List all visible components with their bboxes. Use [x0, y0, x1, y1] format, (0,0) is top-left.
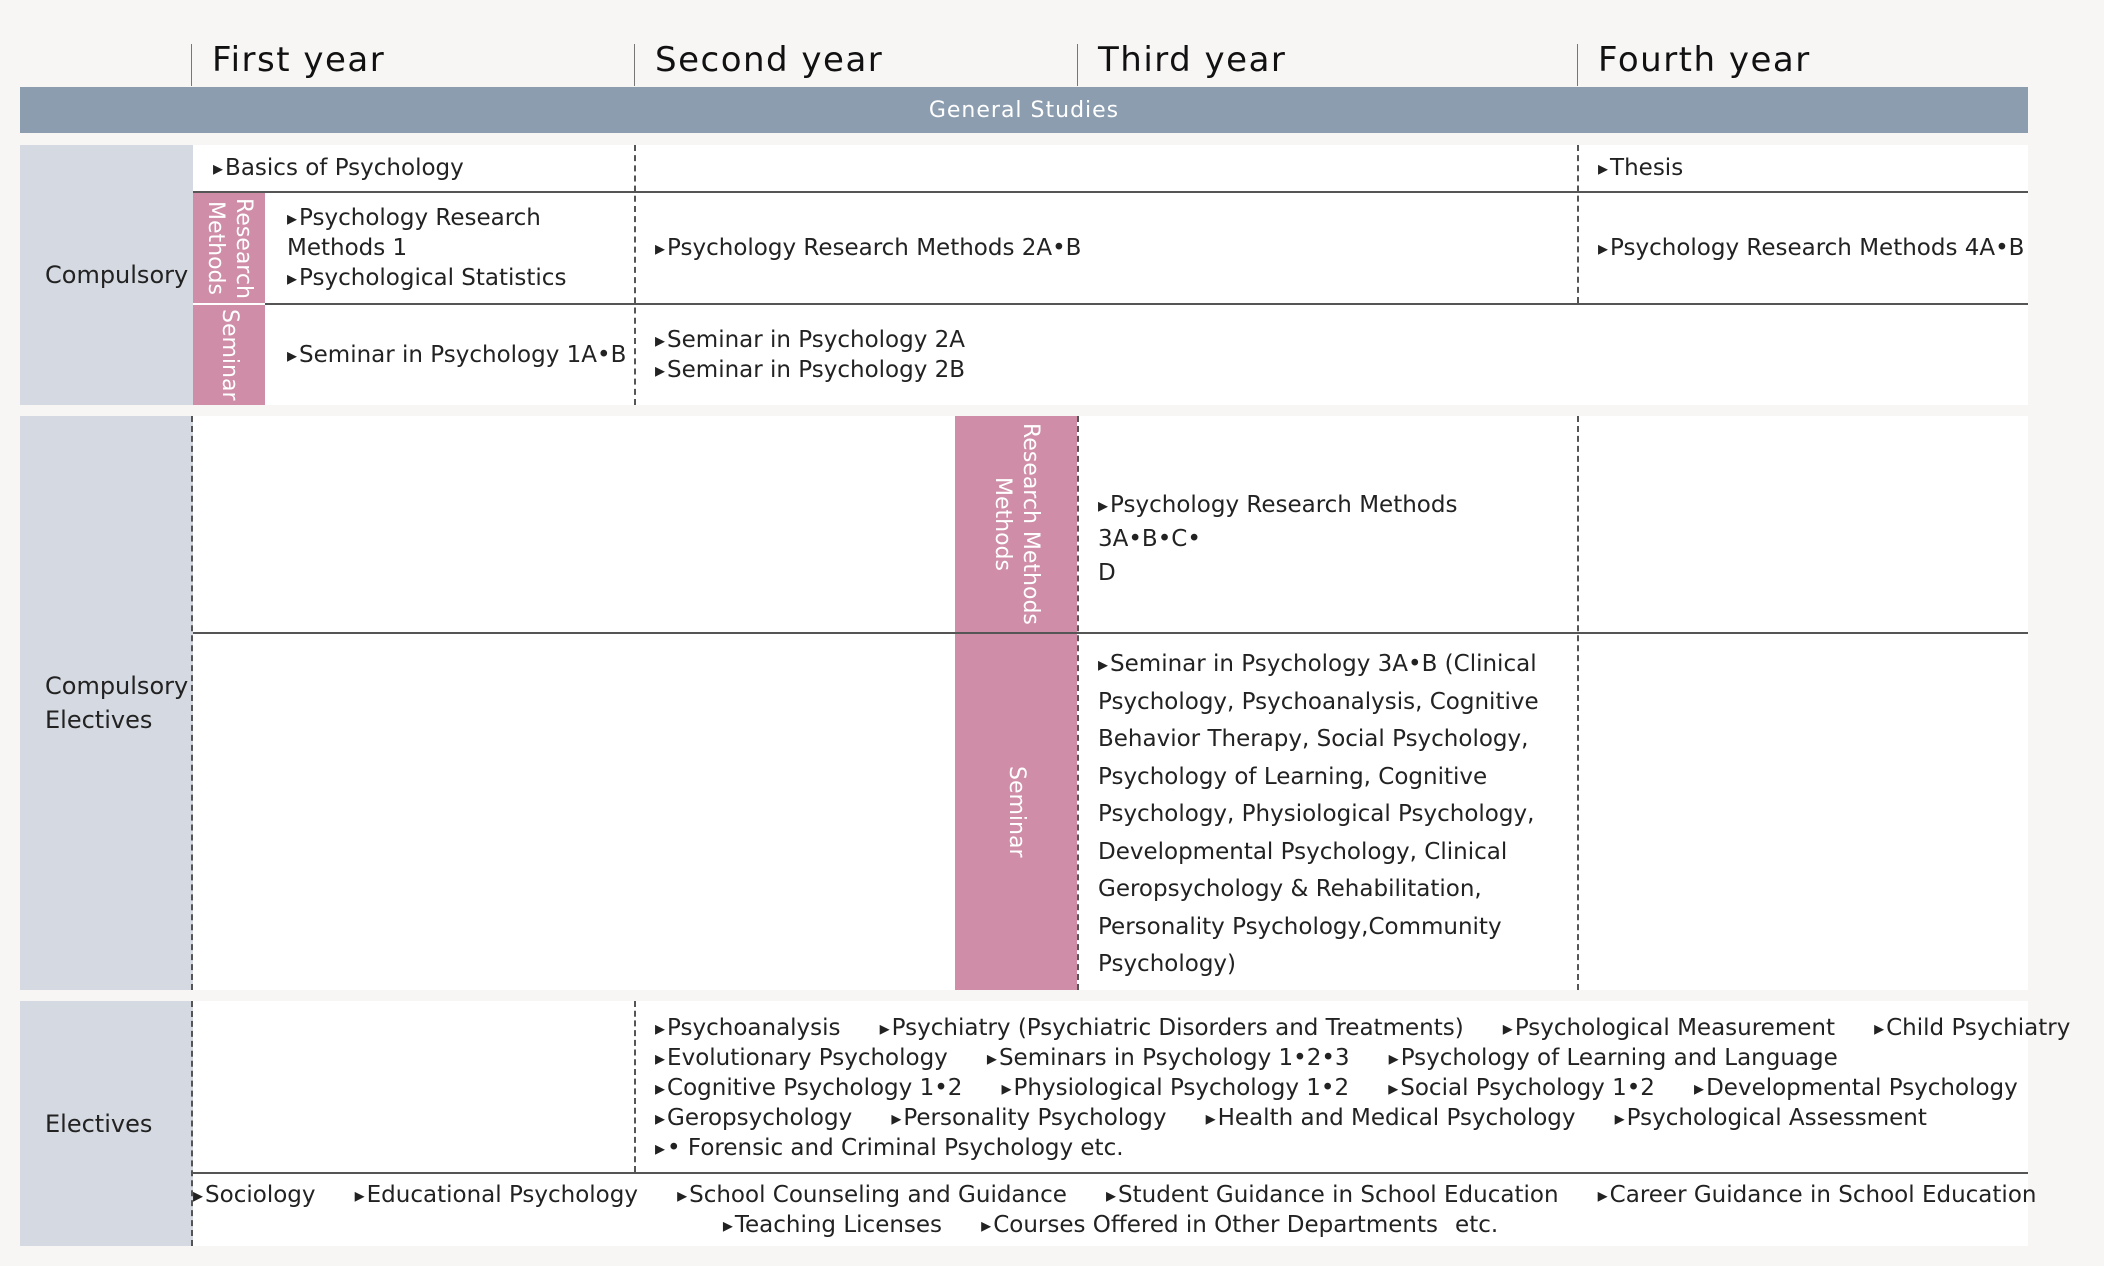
course-other-departments: ▸ Courses Offered in Other Departments — [981, 1210, 1438, 1240]
year-header-fourth: Fourth year — [1598, 40, 1811, 80]
course-teaching-licenses: ▸ Teaching Licenses — [723, 1210, 942, 1240]
electives-row-2 — [655, 1043, 2015, 1073]
research-methods-text: Research Methods — [203, 197, 256, 299]
research-methods-third-label — [955, 416, 1077, 632]
electives-list — [655, 1013, 2071, 1163]
course-student-guidance: ▸ Student Guidance in School Education — [1106, 1180, 1559, 1210]
electives-bottom-row-1 — [193, 1180, 2037, 1210]
electives-bottom-row-2 — [193, 1210, 2028, 1240]
course-psychological-statistics: ▸ Psychological Statistics — [287, 263, 566, 293]
course-forensic-criminal: ▸ • Forensic and Criminal Psychology etc. — [655, 1133, 1124, 1163]
course-thesis: ▸ Thesis — [1598, 153, 1683, 183]
course-career-guidance: ▸ Career Guidance in School Education — [1598, 1180, 2037, 1210]
category-compulsory-electives-text: Compulsory Electives — [45, 672, 189, 734]
course-personality-psychology: ▸ Personality Psychology — [891, 1103, 1166, 1133]
course-cognitive-psychology-12: ▸ Cognitive Psychology 1•2 — [655, 1073, 962, 1103]
course-geropsychology: ▸ Geropsychology — [655, 1103, 852, 1133]
year-header-first: First year — [212, 40, 386, 80]
course-seminar-1ab: ▸ Seminar in Psychology 1A•B — [287, 340, 626, 370]
course-basics-of-psychology: ▸ Basics of Psychology — [213, 153, 464, 183]
course-seminar-2b: ▸ Seminar in Psychology 2B — [655, 355, 965, 385]
electives-row-3 — [655, 1073, 2018, 1103]
course-research-methods-4ab: ▸ Psychology Research Methods 4A•B — [1598, 233, 2024, 263]
electives-row-5 — [655, 1133, 2015, 1163]
course-sociology: ▸ Sociology — [193, 1180, 316, 1210]
course-physiological-psychology-12: ▸ Physiological Psychology 1•2 — [1002, 1073, 1350, 1103]
course-research-methods-1: ▸ Psychology Research Methods 1 — [287, 203, 587, 263]
course-child-psychiatry: ▸ Child Psychiatry — [1874, 1013, 2070, 1043]
bottom-etc: etc. — [1455, 1212, 1499, 1238]
seminar-label — [193, 305, 265, 405]
course-developmental-psychology: ▸ Developmental Psychology — [1694, 1073, 2018, 1103]
course-learning-language: ▸ Psychology of Learning and Language — [1389, 1043, 1838, 1073]
category-electives: Electives — [20, 1001, 193, 1246]
year-header-third: Third year — [1098, 40, 1287, 80]
course-seminar-2a: ▸ Seminar in Psychology 2A — [655, 325, 965, 355]
year-header-second: Second year — [655, 40, 884, 80]
general-studies-band-fill — [20, 87, 2028, 133]
course-research-methods-2ab: ▸ Psychology Research Methods 2A•B — [655, 233, 1081, 263]
course-psychological-measurement: ▸ Psychological Measurement — [1503, 1013, 1835, 1043]
electives-row-1 — [655, 1013, 2071, 1043]
course-school-counseling: ▸ School Counseling and Guidance — [677, 1180, 1067, 1210]
general-studies-label: General Studies — [928, 97, 1120, 123]
category-compulsory: Compulsory — [20, 145, 193, 405]
seminar-text: Seminar — [217, 309, 242, 401]
category-compulsory-electives — [20, 416, 193, 990]
electives-row-4 — [655, 1103, 2015, 1133]
course-educational-psychology: ▸ Educational Psychology — [355, 1180, 638, 1210]
course-health-medical-psychology: ▸ Health and Medical Psychology — [1206, 1103, 1576, 1133]
course-evolutionary-psychology: ▸ Evolutionary Psychology — [655, 1043, 948, 1073]
course-seminar-3ab: ▸ Seminar in Psychology 3A•B (Clinical Psychology, Psychoanalysis, Cognitive Behavior Therapy, Social Psychology, Psychology of Learning, Cognitive Psychology, Physiological Psychology, Developmental Psychology, Clinical Geropsychology & Rehabilitation, Personality Psychology,Community Psychology) — [1098, 646, 1568, 984]
electives-bottom — [193, 1180, 2037, 1240]
course-psychological-assessment: ▸ Psychological Assessment — [1615, 1103, 1927, 1133]
course-psychoanalysis: ▸ Psychoanalysis — [655, 1013, 841, 1043]
seminar-third-text: Seminar — [1004, 766, 1029, 858]
research-methods-third-text: Research Methods Methods — [990, 423, 1043, 625]
seminar-third-label — [955, 634, 1077, 990]
research-methods-label — [193, 193, 265, 303]
course-research-methods-3abcd: ▸ Psychology Research Methods 3A•B•C• D — [1098, 488, 1563, 590]
course-psychiatry: ▸ Psychiatry (Psychiatric Disorders and Treatments) — [880, 1013, 1464, 1043]
course-seminars-123: ▸ Seminars in Psychology 1•2•3 — [987, 1043, 1350, 1073]
course-social-psychology-12: ▸ Social Psychology 1•2 — [1388, 1073, 1655, 1103]
